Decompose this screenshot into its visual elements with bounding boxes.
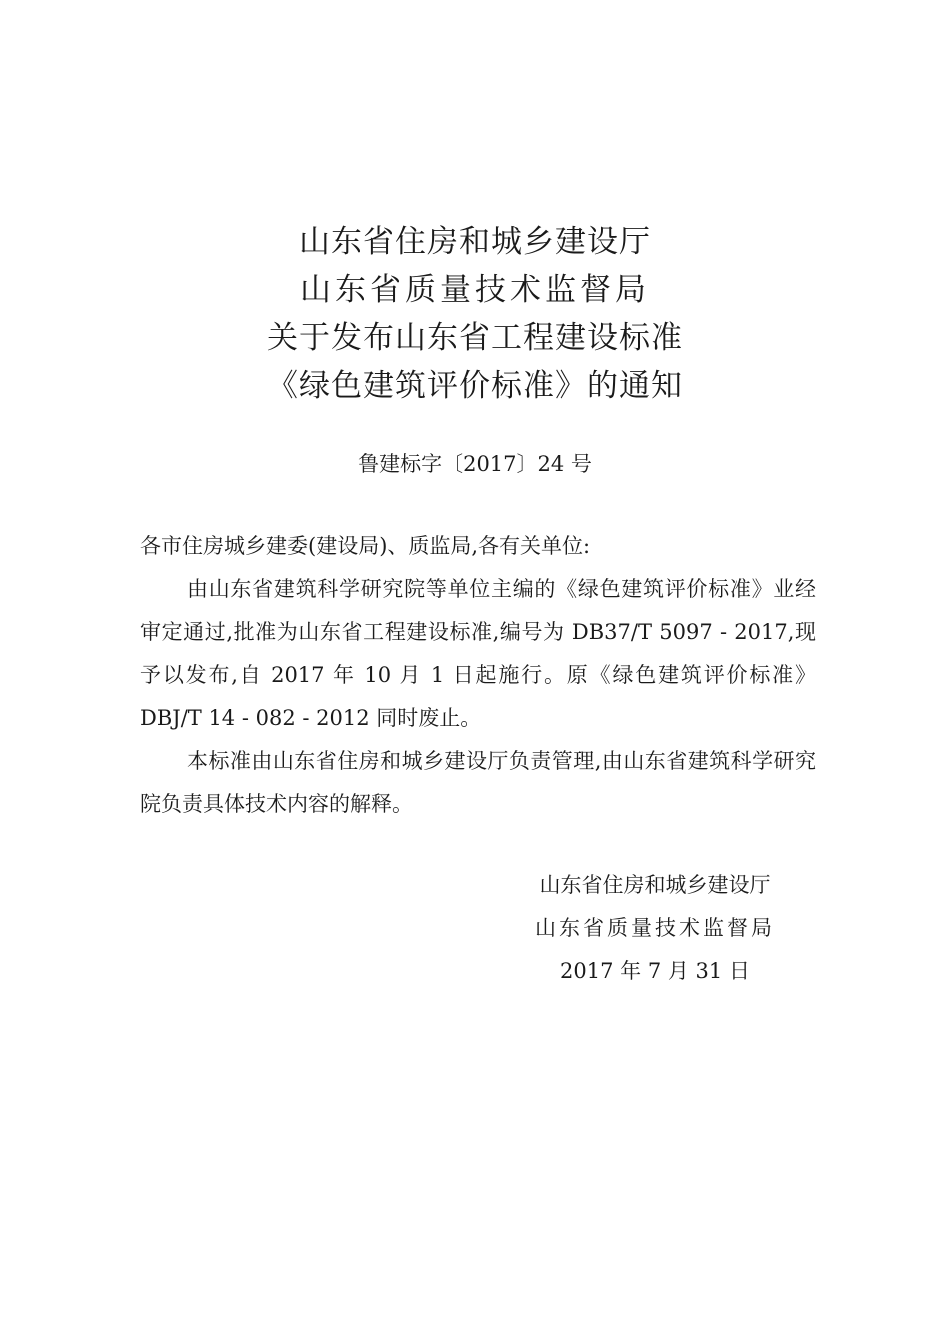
signature-issuer-2: 山东省质量技术监督局 (535, 916, 775, 940)
body-paragraph-2: 本标准由山东省住房和城乡建设厅负责管理,由山东省建筑科学研究院负责具体技术内容的解释。 (140, 749, 816, 816)
salutation: 各市住房城乡建委(建设局)、质监局,各有关单位: (140, 534, 591, 558)
signature-date: 2017 年 7 月 31 日 (560, 959, 750, 983)
signature-issuer-1: 山东省住房和城乡建设厅 (539, 873, 771, 897)
title-line-subject: 关于发布山东省工程建设标准 (267, 320, 683, 356)
title-line-standard-name: 《绿色建筑评价标准》的通知 (267, 368, 683, 404)
notice-title (0, 218, 950, 410)
notice-body (140, 525, 816, 826)
body-paragraph-1: 由山东省建筑科学研究院等单位主编的《绿色建筑评价标准》业经审定通过,批准为山东省工程建设标准,编号为 DB37/T 5097 - 2017,现予以发布,自 2017 年 10 月 1 日起施行。原《绿色建筑评价标准》DBJ/T 14 - 082 - 2012 同时废止。 (140, 577, 816, 730)
document-number: 鲁建标字〔2017〕24 号 (358, 452, 592, 476)
signature-block (500, 864, 810, 993)
title-line-issuer-1: 山东省住房和城乡建设厅 (299, 224, 651, 260)
title-line-issuer-2: 山东省质量技术监督局 (300, 272, 650, 308)
